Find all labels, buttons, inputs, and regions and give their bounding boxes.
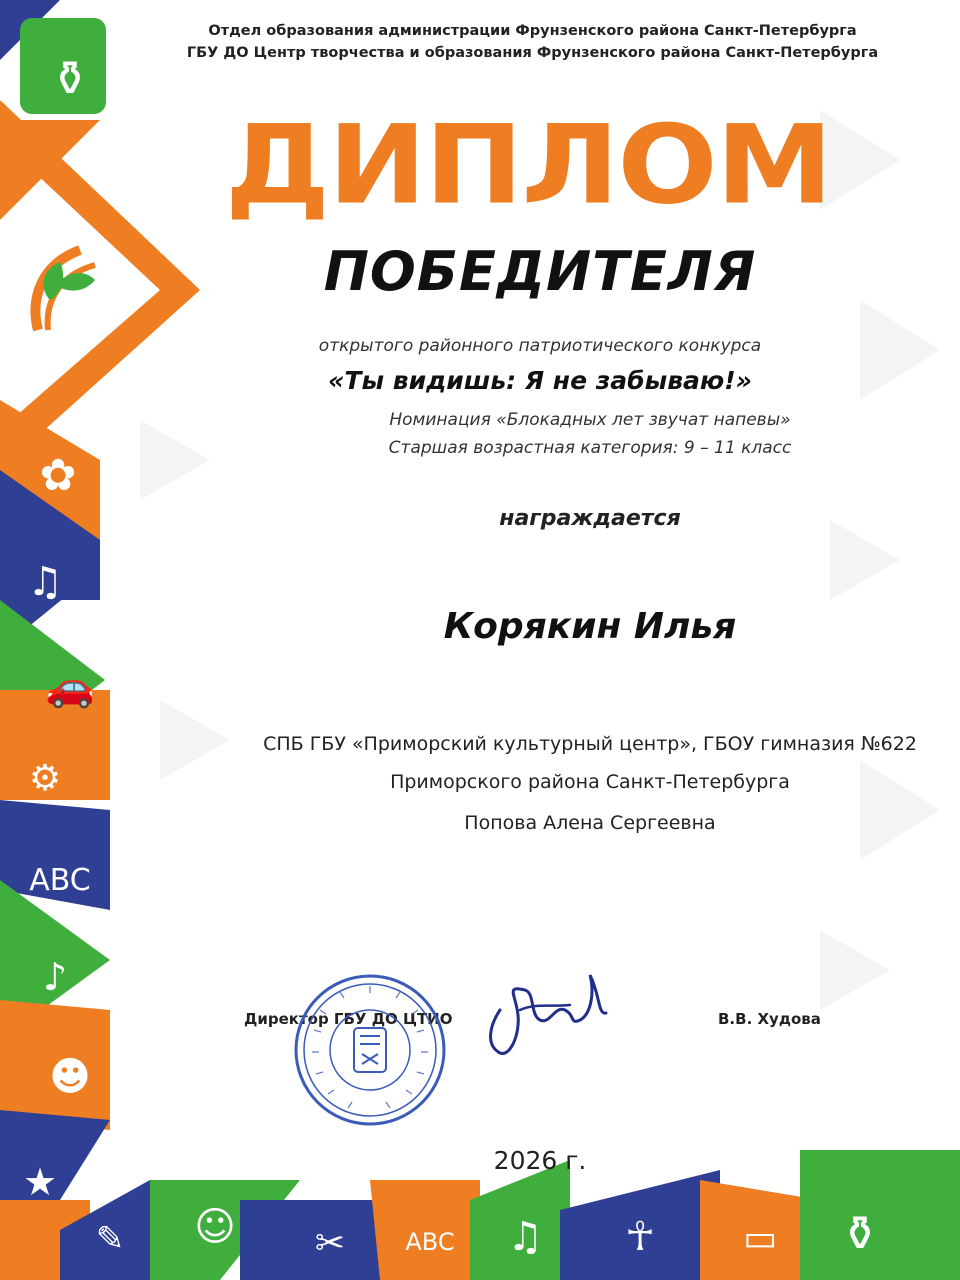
palette-icon: ✎ [95, 1219, 125, 1259]
abc-icon: ABC [405, 1228, 455, 1256]
director-signature [480, 965, 610, 1060]
awarded-label: награждается [499, 506, 681, 531]
guitar-icon: ♪ [42, 955, 68, 999]
theatre-mask-icon: ☻ [49, 1054, 91, 1100]
issuer-line-2: ГБУ ДО Центр творчества и образования Фрунзенского района Санкт-Петербурга [186, 45, 879, 61]
car-icon: 🚗 [45, 664, 95, 710]
director-title: Директор ГБУ ДО ЦТИО [244, 1010, 453, 1028]
organization-line-2: Приморского района Санкт-Петербурга [390, 771, 790, 793]
diploma-subtitle: ПОБЕДИТЕЛЯ [323, 240, 757, 303]
flower-icon: ✿ [39, 450, 77, 501]
vase-icon-2: ⚱ [839, 1206, 881, 1262]
music-note-icon-2: ♫ [507, 1214, 543, 1260]
issuer-header [0, 20, 960, 64]
organization-line-1: СПБ ГБУ «Приморский культурный центр», ГБОУ гимназия №622 [263, 733, 917, 755]
laptop-icon: ▭ [742, 1218, 778, 1259]
nomination: Номинация «Блокадных лет звучат напевы» [389, 410, 791, 430]
runner-icon: ★ [22, 1160, 58, 1204]
diploma-title: ДИПЛОМ [224, 101, 832, 229]
dance-icon: ☥ [625, 1214, 655, 1260]
age-category: Старшая возрастная категория: 9 – 11 класс [388, 438, 792, 458]
vase-icon: ⚱ [49, 51, 91, 107]
issuer-line-1: Отдел образования администрации Фрунзенского района Санкт-Петербурга [208, 23, 857, 39]
year: 2026 г. [493, 1146, 587, 1175]
blocks-icon: ABC [29, 863, 91, 898]
contest-line: открытого районного патриотического конкурса [318, 336, 762, 356]
smile-icon: ☺ [194, 1204, 236, 1250]
official-stamp [290, 970, 450, 1130]
teacher-name: Попова Алена Сергеевна [464, 812, 716, 834]
music-note-icon: ♫ [27, 559, 63, 605]
contest-name: «Ты видишь: Я не забываю!» [328, 366, 752, 395]
recipient-name: Корякин Илья [443, 606, 737, 647]
director-name: В.В. Худова [718, 1010, 821, 1028]
robot-icon: ⚙ [28, 758, 62, 799]
scissors-icon: ✂ [314, 1223, 346, 1264]
